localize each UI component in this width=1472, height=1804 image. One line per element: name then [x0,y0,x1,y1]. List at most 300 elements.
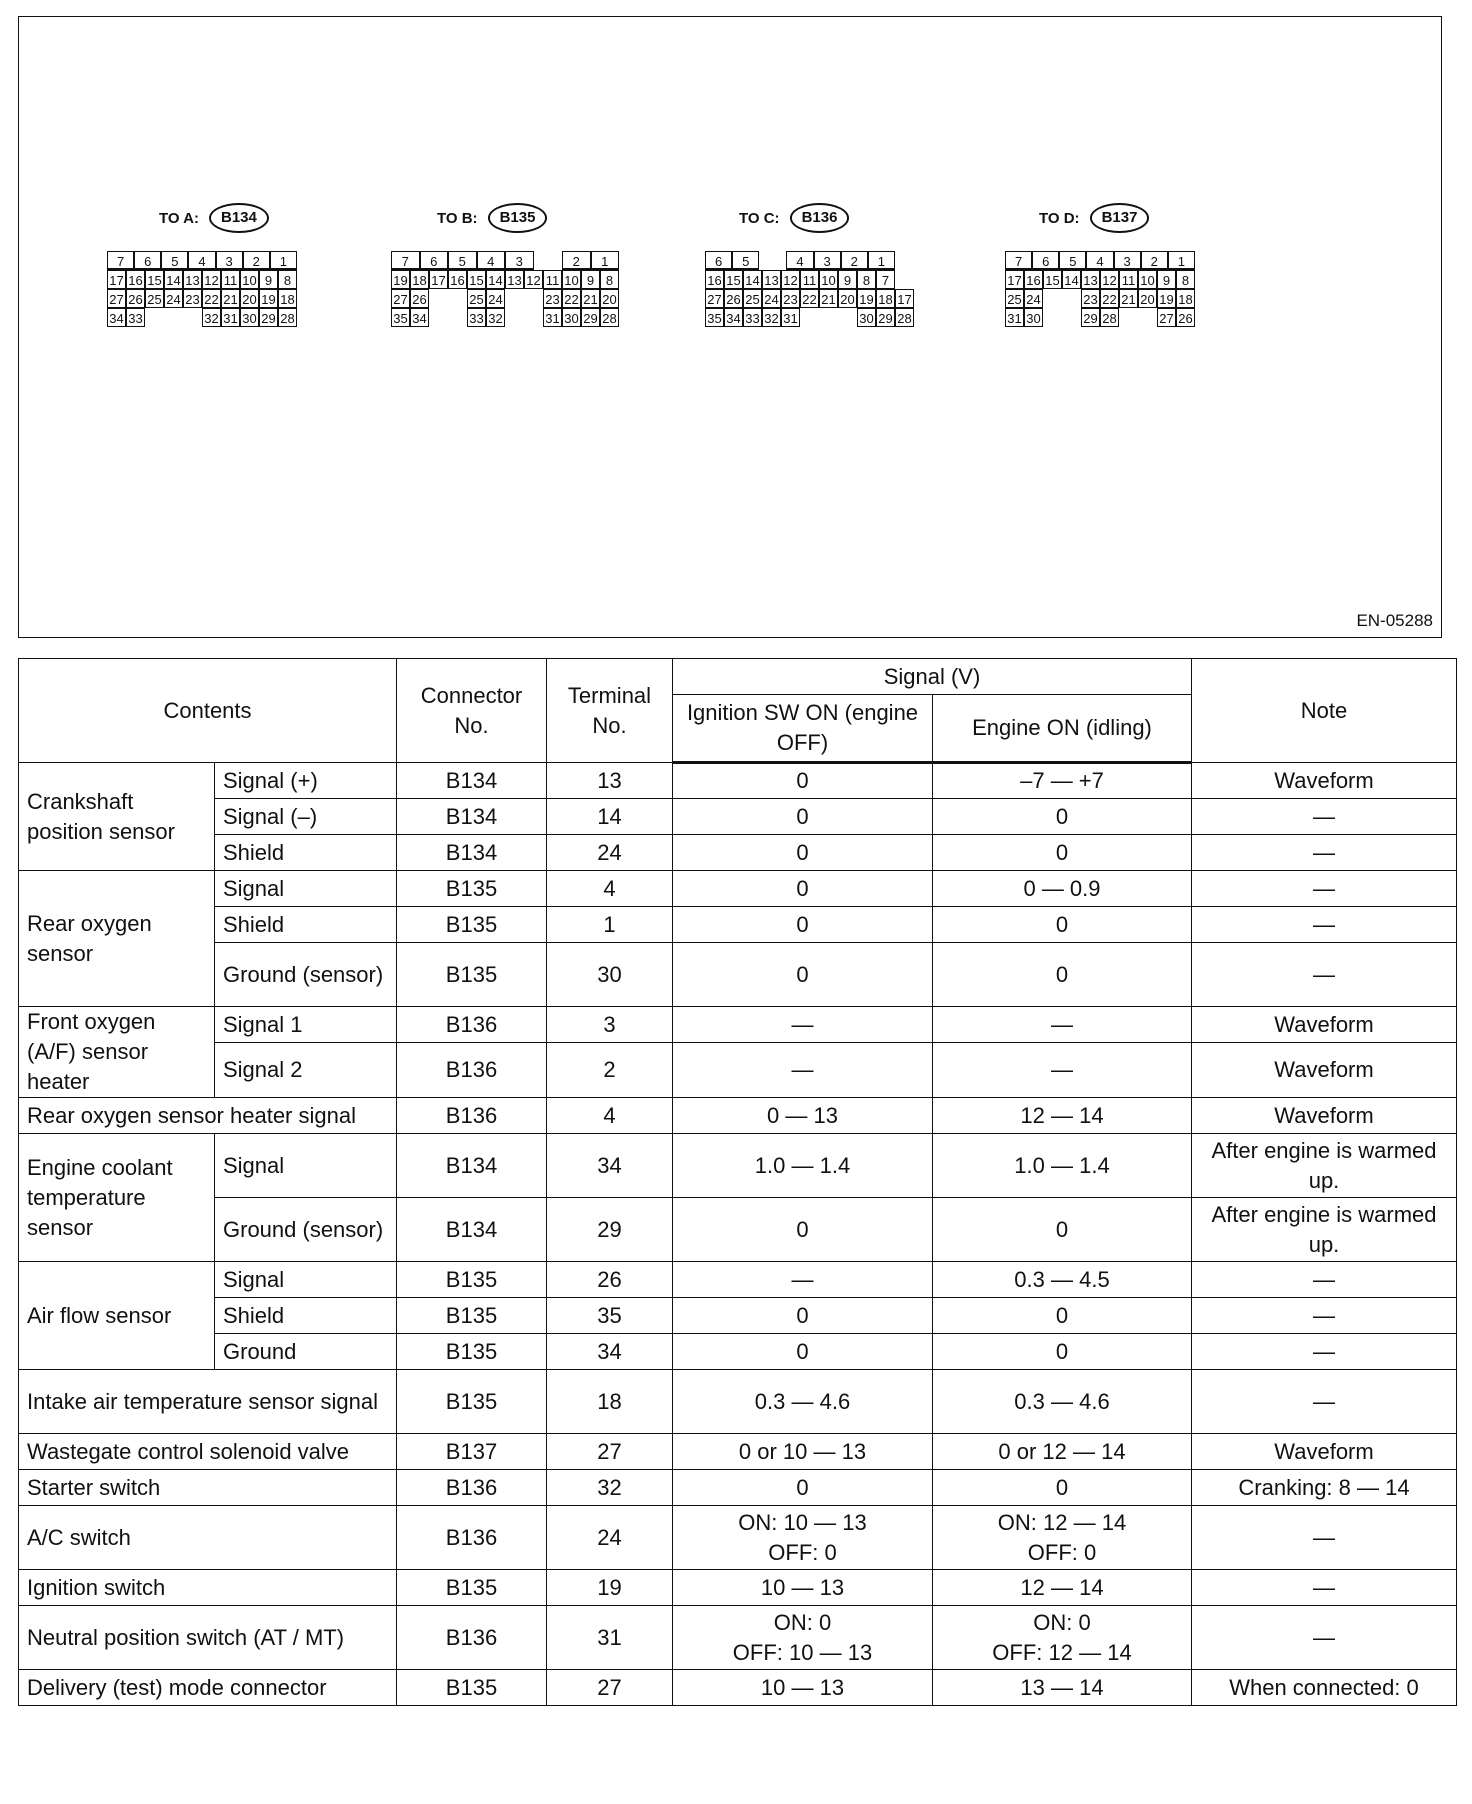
ignition-sw-on-value: 0 [673,1298,933,1334]
pin-22: 22 [562,289,581,308]
ignition-sw-on-value: 0 — 13 [673,1098,933,1134]
table-row [19,1198,1457,1262]
pin-13: 13 [183,270,202,289]
pin-6: 6 [134,251,161,270]
signal-table [18,658,1457,1706]
connector-figure [18,16,1442,638]
table-row [19,1298,1457,1334]
pin-26: 26 [724,289,743,308]
pin-31: 31 [543,308,562,327]
pin-20: 20 [600,289,619,308]
sub-item: Signal [215,1262,397,1298]
note: — [1192,1370,1457,1434]
pin-27: 27 [107,289,126,308]
pin-2: 2 [1141,251,1168,270]
terminal-no: 24 [547,835,673,871]
engine-on-value: 12 — 14 [933,1570,1192,1606]
pin-31: 31 [221,308,240,327]
pin-18: 18 [876,289,895,308]
sub-item: Shield [215,907,397,943]
pin-12: 12 [524,270,543,289]
engine-on-value: 0 — 0.9 [933,871,1192,907]
pin-34: 34 [410,308,429,327]
connector-no: B136 [397,1098,547,1134]
engine-on-value: 0 [933,835,1192,871]
ignition-sw-on-value: 0 [673,799,933,835]
terminal-no: 35 [547,1298,673,1334]
ignition-sw-on-value: 0 [673,871,933,907]
pin-22: 22 [800,289,819,308]
item-name: Intake air temperature sensor signal [19,1370,397,1434]
pin-19: 19 [1157,289,1176,308]
pin-11: 11 [221,270,240,289]
note: Waveform [1192,763,1457,799]
connector-title [437,203,547,233]
note: Waveform [1192,1007,1457,1043]
pin-17: 17 [429,270,448,289]
connector-label: TO A: [159,209,199,227]
ignition-sw-on-value: 10 — 13 [673,1570,933,1606]
pin-15: 15 [724,270,743,289]
pin-11: 11 [1119,270,1138,289]
note: Waveform [1192,1098,1457,1134]
pin-12: 12 [781,270,800,289]
table-row [19,907,1457,943]
pin-16: 16 [705,270,724,289]
pin-8: 8 [600,270,619,289]
note: When connected: 0 [1192,1670,1457,1706]
note: Cranking: 8 — 14 [1192,1470,1457,1506]
pin-24: 24 [486,289,505,308]
pin-33: 33 [743,308,762,327]
pin-11: 11 [543,270,562,289]
engine-on-value: 0 [933,1470,1192,1506]
sub-item: Shield [215,1298,397,1334]
pin-28: 28 [278,308,297,327]
ignition-sw-on-value: 0 or 10 — 13 [673,1434,933,1470]
pin-22: 22 [1100,289,1119,308]
pin-25: 25 [145,289,164,308]
ignition-sw-on-value: 0.3 — 4.6 [673,1370,933,1434]
table-row [19,1670,1457,1706]
pin-35: 35 [391,308,410,327]
connector-no: B135 [397,871,547,907]
engine-on-value: –7 — +7 [933,763,1192,799]
sub-item: Shield [215,835,397,871]
note: — [1192,1334,1457,1370]
pin-1: 1 [1168,251,1195,270]
pin-30: 30 [1024,308,1043,327]
sub-item: Signal [215,1134,397,1198]
pin-34: 34 [107,308,126,327]
pin-1: 1 [270,251,297,270]
pin-29: 29 [876,308,895,327]
pin-27: 27 [1157,308,1176,327]
pin-9: 9 [259,270,278,289]
engine-on-value: ON: 0 OFF: 12 — 14 [933,1606,1192,1670]
connector-no: B134 [397,835,547,871]
table-row [19,1570,1457,1606]
pin-16: 16 [448,270,467,289]
pin-4: 4 [188,251,215,270]
table-row [19,1043,1457,1098]
note: — [1192,1606,1457,1670]
ignition-sw-on-value: 0 [673,943,933,1007]
pin-2: 2 [841,251,868,270]
pin-18: 18 [410,270,429,289]
table-row [19,1098,1457,1134]
pin-10: 10 [240,270,259,289]
item-name: Ignition switch [19,1570,397,1606]
sub-item: Ground (sensor) [215,1198,397,1262]
pin-2: 2 [562,251,591,270]
connector-no: B136 [397,1470,547,1506]
sub-item: Ground [215,1334,397,1370]
terminal-no: 3 [547,1007,673,1043]
engine-on-value: — [933,1043,1192,1098]
pin-11: 11 [800,270,819,289]
ignition-sw-on-value: 0 [673,1470,933,1506]
pin-34: 34 [724,308,743,327]
pin-27: 27 [391,289,410,308]
engine-on-value: ON: 12 — 14 OFF: 0 [933,1506,1192,1570]
connector-title [159,203,269,233]
terminal-no: 4 [547,871,673,907]
connector-no: B135 [397,1670,547,1706]
note: After engine is warmed up. [1192,1198,1457,1262]
engine-on-value: — [933,1007,1192,1043]
pin-14: 14 [743,270,762,289]
terminal-no: 1 [547,907,673,943]
pin-29: 29 [581,308,600,327]
pin-19: 19 [391,270,410,289]
pin-10: 10 [562,270,581,289]
pin-8: 8 [857,270,876,289]
pin-30: 30 [857,308,876,327]
terminal-no: 31 [547,1606,673,1670]
terminal-no: 14 [547,799,673,835]
pin-23: 23 [781,289,800,308]
item-name: Delivery (test) mode connector [19,1670,397,1706]
item-name: A/C switch [19,1506,397,1570]
pin-26: 26 [1176,308,1195,327]
item-name: Neutral position switch (AT / MT) [19,1606,397,1670]
header-note: Note [1192,659,1457,763]
engine-on-value: 0.3 — 4.5 [933,1262,1192,1298]
ignition-sw-on-value: — [673,1262,933,1298]
pin-8: 8 [1176,270,1195,289]
table-row [19,835,1457,871]
table-row [19,1434,1457,1470]
connector-no: B136 [397,1043,547,1098]
pin-18: 18 [1176,289,1195,308]
connector-id-oval: B136 [790,203,850,233]
pin-35: 35 [705,308,724,327]
connector-no: B134 [397,799,547,835]
pin-3: 3 [1114,251,1141,270]
engine-on-value: 0 [933,1198,1192,1262]
item-name: Rear oxygen sensor heater signal [19,1098,397,1134]
item-name: Starter switch [19,1470,397,1506]
connector-label: TO B: [437,209,478,227]
ignition-sw-on-value: 0 [673,1334,933,1370]
pin-10: 10 [1138,270,1157,289]
pin-12: 12 [1100,270,1119,289]
ignition-sw-on-value: 0 [673,763,933,799]
table-row [19,1007,1457,1043]
pin-14: 14 [1062,270,1081,289]
pin-3: 3 [505,251,534,270]
pin-17: 17 [1005,270,1024,289]
pin-30: 30 [562,308,581,327]
engine-on-value: 0 [933,1334,1192,1370]
pin-13: 13 [762,270,781,289]
note: — [1192,1506,1457,1570]
terminal-no: 24 [547,1506,673,1570]
pin-21: 21 [1119,289,1138,308]
pin-23: 23 [183,289,202,308]
connector-no: B136 [397,1606,547,1670]
header-engine-on: Engine ON (idling) [933,695,1192,763]
pin-32: 32 [762,308,781,327]
pin-15: 15 [1043,270,1062,289]
note: — [1192,871,1457,907]
pin-4: 4 [477,251,506,270]
pin-15: 15 [467,270,486,289]
connector-no: B137 [397,1434,547,1470]
pin-29: 29 [259,308,278,327]
pin-30: 30 [240,308,259,327]
pin-23: 23 [1081,289,1100,308]
note: — [1192,799,1457,835]
group-name: Engine coolant temperature sensor [19,1134,215,1262]
terminal-no: 27 [547,1670,673,1706]
note: — [1192,943,1457,1007]
header-connector-no: Connector No. [397,659,547,763]
terminal-no: 30 [547,943,673,1007]
table-row [19,1262,1457,1298]
ignition-sw-on-value: 0 [673,835,933,871]
engine-on-value: 13 — 14 [933,1670,1192,1706]
table-row [19,1134,1457,1198]
table-row [19,1470,1457,1506]
terminal-no: 29 [547,1198,673,1262]
pin-24: 24 [762,289,781,308]
connector-no: B135 [397,943,547,1007]
engine-on-value: 0 [933,943,1192,1007]
engine-on-value: 0 [933,1298,1192,1334]
ignition-sw-on-value: — [673,1007,933,1043]
connector-no: B134 [397,1198,547,1262]
table-row [19,1606,1457,1670]
pin-33: 33 [126,308,145,327]
pin-26: 26 [410,289,429,308]
pin-22: 22 [202,289,221,308]
pin-27: 27 [705,289,724,308]
pin-25: 25 [743,289,762,308]
pin-9: 9 [838,270,857,289]
pin-1: 1 [591,251,620,270]
connector-no: B135 [397,1570,547,1606]
note: Waveform [1192,1434,1457,1470]
pin-32: 32 [202,308,221,327]
group-name: Rear oxygen sensor [19,871,215,1007]
pin-6: 6 [420,251,449,270]
pin-16: 16 [1024,270,1043,289]
note: — [1192,1570,1457,1606]
connector-no: B135 [397,1262,547,1298]
note: — [1192,835,1457,871]
pin-13: 13 [1081,270,1100,289]
pin-13: 13 [505,270,524,289]
terminal-no: 13 [547,763,673,799]
pin-4: 4 [786,251,813,270]
header-contents: Contents [19,659,397,763]
sub-item: Signal 2 [215,1043,397,1098]
terminal-no: 32 [547,1470,673,1506]
ignition-sw-on-value: 10 — 13 [673,1670,933,1706]
sub-item: Signal [215,871,397,907]
pin-28: 28 [600,308,619,327]
connector-no: B136 [397,1506,547,1570]
terminal-no: 18 [547,1370,673,1434]
sub-item: Signal 1 [215,1007,397,1043]
connector-id-oval: B135 [488,203,548,233]
pin-12: 12 [202,270,221,289]
pin-4: 4 [1086,251,1113,270]
pin-2: 2 [243,251,270,270]
table-row [19,871,1457,907]
pin-24: 24 [164,289,183,308]
pin-7: 7 [1005,251,1032,270]
table-row [19,799,1457,835]
ignition-sw-on-value: 1.0 — 1.4 [673,1134,933,1198]
engine-on-value: 0.3 — 4.6 [933,1370,1192,1434]
pin-20: 20 [1138,289,1157,308]
pin-23: 23 [543,289,562,308]
connector-label: TO D: [1039,209,1080,227]
pin-33: 33 [467,308,486,327]
pin-3: 3 [814,251,841,270]
ignition-sw-on-value: 0 [673,1198,933,1262]
pin-26: 26 [126,289,145,308]
engine-on-value: 1.0 — 1.4 [933,1134,1192,1198]
pin-25: 25 [1005,289,1024,308]
pin-9: 9 [581,270,600,289]
pin-17: 17 [895,289,914,308]
connector-no: B135 [397,1370,547,1434]
pin-5: 5 [448,251,477,270]
header-signal-v: Signal (V) [673,659,1192,695]
connector-no: B136 [397,1007,547,1043]
pin-31: 31 [1005,308,1024,327]
header-ignition-sw-on: Ignition SW ON (engine OFF) [673,695,933,763]
header-terminal-no: Terminal No. [547,659,673,763]
pin-28: 28 [1100,308,1119,327]
terminal-no: 26 [547,1262,673,1298]
pin-5: 5 [732,251,759,270]
table-row [19,763,1457,799]
pin-19: 19 [259,289,278,308]
pin-29: 29 [1081,308,1100,327]
pin-20: 20 [240,289,259,308]
pin-21: 21 [581,289,600,308]
terminal-no: 34 [547,1134,673,1198]
terminal-no: 4 [547,1098,673,1134]
table-row [19,1370,1457,1434]
note: — [1192,1298,1457,1334]
pin-19: 19 [857,289,876,308]
pin-7: 7 [107,251,134,270]
group-name: Air flow sensor [19,1262,215,1370]
pin-7: 7 [391,251,420,270]
pin-25: 25 [467,289,486,308]
pin-1: 1 [868,251,895,270]
note: Waveform [1192,1043,1457,1098]
pin-3: 3 [216,251,243,270]
pin-14: 14 [164,270,183,289]
terminal-no: 2 [547,1043,673,1098]
pin-31: 31 [781,308,800,327]
connector-no: B134 [397,1134,547,1198]
connector-no: B135 [397,1298,547,1334]
note: After engine is warmed up. [1192,1134,1457,1198]
pin-7: 7 [876,270,895,289]
pin-17: 17 [107,270,126,289]
pin-28: 28 [895,308,914,327]
pin-5: 5 [1059,251,1086,270]
connector-title [1039,203,1149,233]
pin-18: 18 [278,289,297,308]
connector-title [739,203,849,233]
pin-21: 21 [221,289,240,308]
table-row [19,943,1457,1007]
terminal-no: 19 [547,1570,673,1606]
signal-table-body [19,763,1457,1706]
sub-item: Signal (+) [215,763,397,799]
table-row [19,1334,1457,1370]
engine-on-value: 0 or 12 — 14 [933,1434,1192,1470]
pin-21: 21 [819,289,838,308]
group-name: Front oxygen (A/F) sensor heater [19,1007,215,1098]
pin-24: 24 [1024,289,1043,308]
connector-no: B135 [397,1334,547,1370]
pin-5: 5 [161,251,188,270]
pin-16: 16 [126,270,145,289]
engine-on-value: 12 — 14 [933,1098,1192,1134]
pin-9: 9 [1157,270,1176,289]
group-name: Crankshaft position sensor [19,763,215,871]
pin-8: 8 [278,270,297,289]
connector-no: B134 [397,763,547,799]
engine-on-value: 0 [933,907,1192,943]
connector-id-oval: B137 [1090,203,1150,233]
pin-15: 15 [145,270,164,289]
connector-no: B135 [397,907,547,943]
table-row [19,1506,1457,1570]
pin-20: 20 [838,289,857,308]
ignition-sw-on-value: — [673,1043,933,1098]
figure-code: EN-05288 [1356,611,1433,630]
note: — [1192,907,1457,943]
pin-10: 10 [819,270,838,289]
engine-on-value: 0 [933,799,1192,835]
terminal-no: 27 [547,1434,673,1470]
item-name: Wastegate control solenoid valve [19,1434,397,1470]
pin-6: 6 [1032,251,1059,270]
connector-label: TO C: [739,209,780,227]
note: — [1192,1262,1457,1298]
